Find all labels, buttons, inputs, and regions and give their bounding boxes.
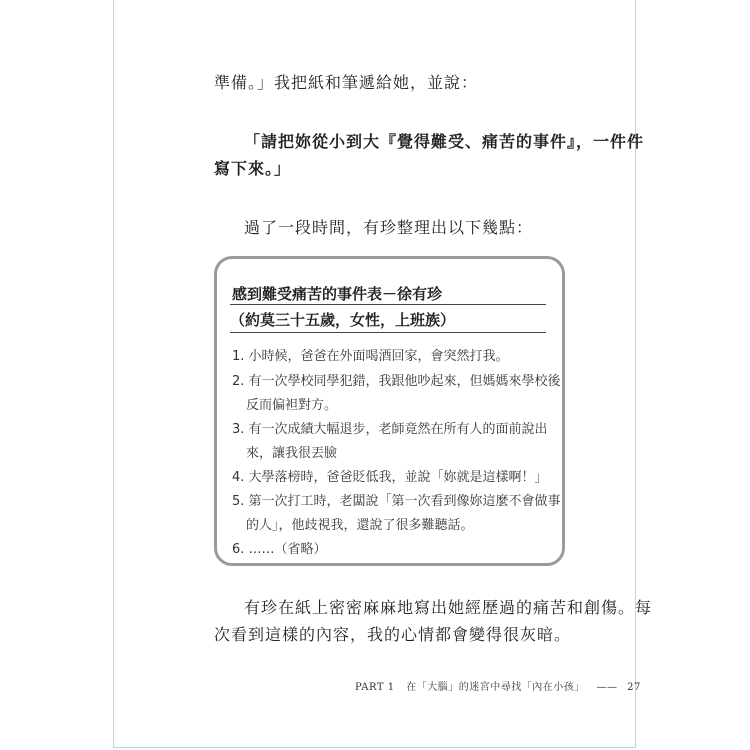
footer-part-label: PART 1 [355, 682, 395, 693]
paragraph-1: 準備。」我把紙和筆遞給她，並說： [214, 73, 479, 92]
list-item: 3. 有一次成績大幅退步，老師竟然在所有人的面前說出 [232, 422, 548, 437]
paragraph-3-line-1: 有珍在紙上密密麻麻地寫出她經歷過的痛苦和創傷。每 [244, 598, 653, 617]
box-title: 感到難受痛苦的事件表－徐有珍 [232, 285, 443, 303]
running-footer [355, 678, 641, 693]
list-item: 4. 大學落榜時，爸爸貶低我，並說「妳就是這樣啊！」 [232, 470, 548, 485]
paragraph-2: 過了一段時間，有珍整理出以下幾點： [244, 218, 534, 237]
box-subtitle: （約莫三十五歲，女性，上班族） [230, 311, 456, 329]
quote-line-2: 寫下來。」 [214, 159, 292, 178]
list-item: 5. 第一次打工時，老闆說「第一次看到像妳這麼不會做事 [232, 494, 561, 509]
paragraph-3-line-2: 次看到這樣的內容，我的心情都會變得很灰暗。 [214, 625, 572, 644]
footer-chapter-title: 在「大腦」的迷宮中尋找「內在小孩」 [406, 682, 585, 693]
list-item-continuation: 反而偏袒對方。 [246, 398, 338, 413]
box-title-rule-top [230, 304, 546, 305]
list-item-continuation: 來，讓我很丟臉 [246, 446, 338, 461]
list-item-continuation: 的人」，他歧視我，還說了很多難聽話。 [246, 518, 474, 533]
footer-dash: —— [596, 682, 618, 693]
quote-line-1: 「請把妳從小到大『覺得難受、痛苦的事件』，一件件 [244, 132, 645, 151]
page-number: 27 [627, 682, 641, 693]
list-item: 2. 有一次學校同學犯錯，我跟他吵起來，但媽媽來學校後 [232, 374, 561, 389]
list-item: 1. 小時候，爸爸在外面喝酒回家，會突然打我。 [232, 349, 509, 364]
list-item: 6. ……（省略） [232, 542, 327, 557]
box-title-rule-bottom [230, 332, 546, 333]
